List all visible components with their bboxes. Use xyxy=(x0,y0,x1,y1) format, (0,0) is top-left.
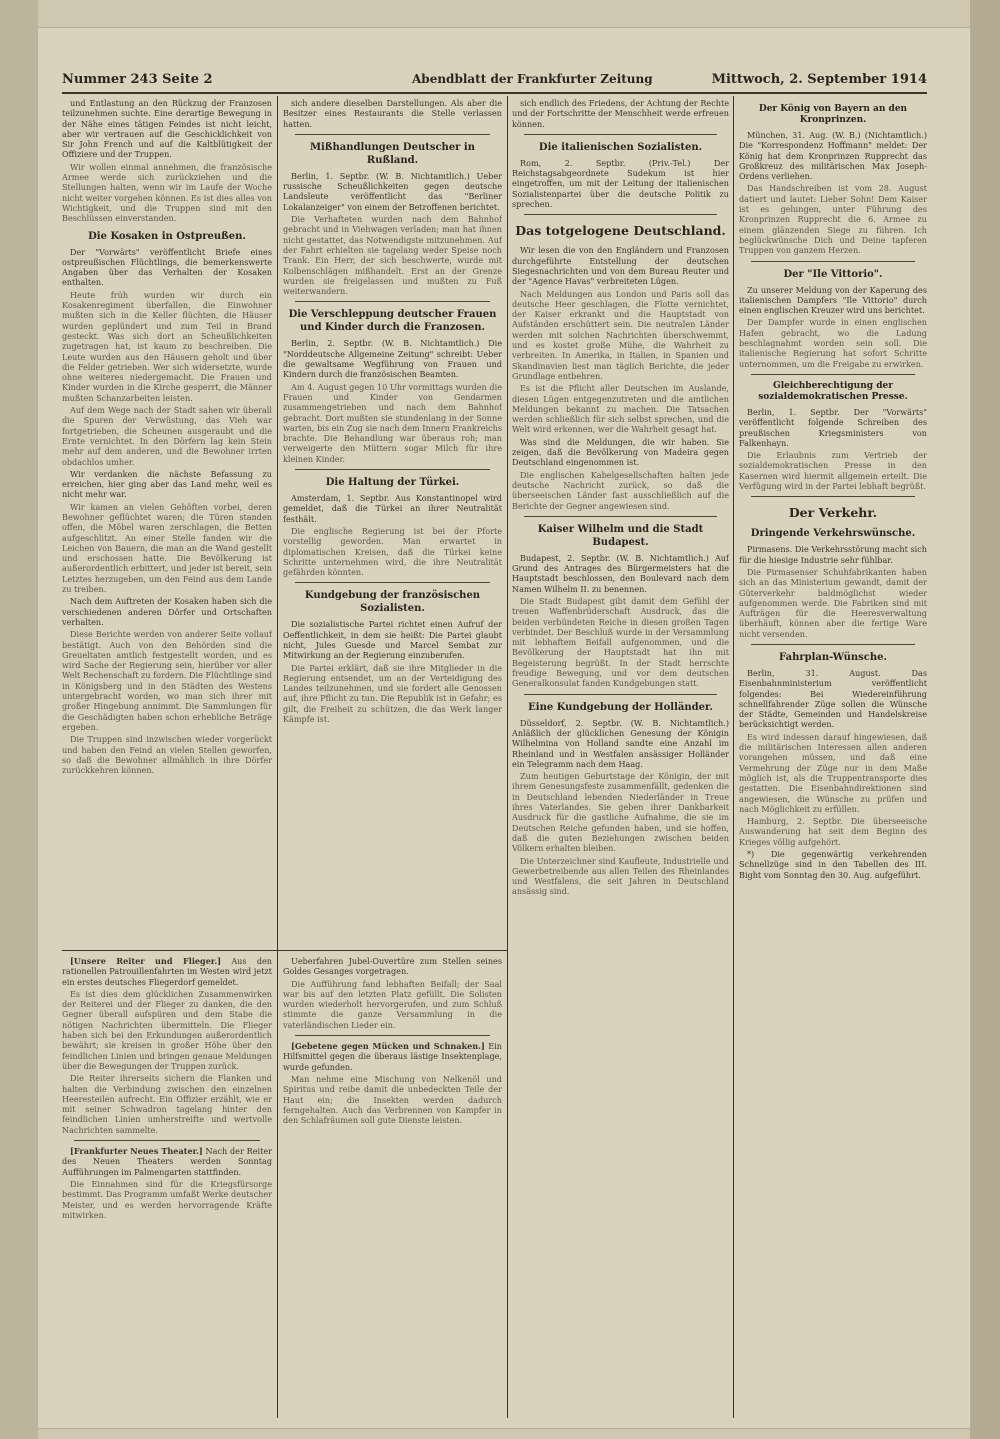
article-text: Düsseldorf, 2. Septbr. (W. B. Nichtamtlich.) Anläßlich der glücklichen Genesung der Königin Wilhelmina von Holland sandte eine Anzahl im Rheinland und in Westfalen ansässiger Holländer ein Telegramm nach dem Haag. xyxy=(512,717,729,769)
column-1: und Entlastung an den Rückzug der Franzosen teilzunehmen suchte. Eine derartige Bewegung in der Nähe eines tätigen Feindes ist nicht leicht, aber wir vertrauen auf die Geschicklichkeit von Sir John French und auf die Kaltblütigkeit der Offiziere und der Truppen. Wir wollen einmal annehmen, die französische Armee werde sich zurückziehen und die Stellungen halten, wenn wir im Laufe der Woche nicht weiter vorgehen können. Es ist dies alles von Wichtigkeit, und die Truppen sind mit den Beschlüssen einverstanden. Die Kosaken in Ostpreußen. Der "Vorwärts" veröffentlicht Briefe eines ostpreußischen Flüchtlings, die bemerkenswerte Angaben über das Verhalten der Kosaken enthalten. Heute früh wurden wir durch ein Kosakenregiment überfallen, die Einwohner mußten sich in die Keller flüchten, die Häuser wurden geplündert und zum Teil in Brand gesteckt. Was sich dort an Scheußlichkeiten zugetragen hat, ist kaum zu beschreiben. Die Leute wurden aus den Häusern geholt und über die Felder getrieben. Wer sich widersetzte, wurde ohne weiteres niedergemacht. Die Frauen und Kinder wurden in die Kirche gesperrt, die Männer mußten Schanzarbeiten leisten. Auf dem Wege nach der Stadt sahen wir überall die Spuren der Verwüstung, das Vieh war fortgetrieben, die Scheunen ausgeraubt und die Ernte vernichtet. In den Dörfern lag kein Stein mehr auf dem anderen, und die Bewohner irrten obdachlos umher. Wir verdanken die nächste Befassung zu erreichen, hier ging aber das Land mehr, weil es nicht mehr war. Wir kamen an vielen Gehöften vorbei, deren Bewohner geflüchtet waren; die Türen standen offen, die Möbel waren zerschlagen, die Betten aufgeschlitzt. An einer Stelle fanden wir die Leichen von Bauern, die man an die Wand gestellt und erschossen hatte. Die Bevölkerung ist außerordentlich erbittert, und jeder ist bereit, sein Letztes herzugeben, um den Feind aus dem Lande zu treiben. Nach dem Auftreten der Kosaken haben sich die verschiedenen anderen Dörfer und Ortschaften verhalten. Diese Berichte werden von anderer Seite vollauf bestätigt. Auch von den Behörden sind die Greueltaten amtlich festgestellt worden, und es wird Sache der Regierung sein, hierüber vor aller Welt Rechenschaft zu fordern. Die Flüchtlinge sind in Königsberg und in den Städten des Westens untergebracht worden, wo man sich ihrer mit großer Hingebung annimmt. Die Sammlungen für die Geschädigten haben schon erhebliche Beträge ergeben. Die Truppen sind inzwischen wieder vorgerückt und haben den Feind an vielen Stellen geworfen, so daß die Bewohner allmählich in ihre Dörfer zurückkehren können. xyxy=(62,98,272,776)
page-edge-left xyxy=(0,0,38,1439)
column-3: sich endlich des Friedens, der Achtung der Rechte und der Fortschritte der Menschheit werde erfreuen können. Die italienischen Sozialisten. Rom, 2. Septbr. (Priv.-Tel.) Der Reichstagsabgeordnete Sudekum ist hier eingetroffen, um mit der Leitung der italienischen Sozialistenpartei über die deutsche Politik zu sprechen. Das totgelogene Deutschland. Wir lesen die von den Engländern und Franzosen durchgeführte Entstellung der deutschen Siegesnachrichten und von dem Bureau Reuter und der "Agence Havas" verbreiteten Lügen. Nach Meldungen aus London und Paris soll das deutsche Heer geschlagen, die Flotte vernichtet, der Kaiser erkrankt und die Hauptstadt von Aufständen erschüttert sein. Die neutralen Länder werden mit solchen Nachrichten überschwemmt, und es kostet große Mühe, die Wahrheit zu verbreiten. In Amerika, in Italien, in Spanien und Skandinavien liest man täglich Berichte, die jeder Grundlage entbehren. Es ist die Pflicht aller Deutschen im Auslande, diesen Lügen entgegenzutreten und die amtlichen Meldungen bekannt zu machen. Die Tatsachen werden schließlich für sich selbst sprechen, und die Welt wird erkennen, wer die Wahrheit gesagt hat. Was sind die Meldungen, die wir haben. Sie zeigen, daß die Bevölkerung von Madeira gegen Deutschland eingenommen ist. Die englischen Kabelgesellschaften halten jede deutsche Nachricht zurück, so daß die überseeischen Länder fast ausschließlich auf die Berichte der Gegner angewiesen sind. Kaiser Wilhelm und die Stadt Budapest. Budapest, 2. Septbr. (W. B. Nichtamtlich.) Auf Grund des Antrages des Bürgermeisters hat die Hauptstadt beschlossen, den Boulevard nach dem Namen Wilhelm II. zu benennen. Die Stadt Budapest gibt damit dem Gefühl der treuen Waffenbrüderschaft Ausdruck, das die beiden verbündeten Reiche in diesen großen Tagen verbindet. Der Beschluß wurde in der Versammlung mit lebhaftem Beifall aufgenommen, und die Bevölkerung der Hauptstadt hat ihn mit Begeisterung begrüßt. In der Stadt herrschte freudige Bewegung, und vor dem deutschen Generalkonsulat fanden Kundgebungen statt. Eine Kundgebung der Holländer. Düsseldorf, 2. Septbr. (W. B. Nichtamtlich.) Anläßlich der glücklichen Genesung der Königin Wilhelmina von Holland sandte eine Anzahl im Rheinland und in Westfalen ansässiger Holländer ein Telegramm nach dem Haag. Zum heutigen Geburtstage der Königin, der mit ihrem Genesungsfeste zusammenfällt, gedenken die in Deutschland lebenden Niederländer in Treue ihres Vaterlandes. Sie geben ihrer Dankbarkeit Ausdruck für die gastliche Aufnahme, die sie im Deutschen Reiche gefunden haben, und sie hoffen, daß die guten Beziehungen zwischen beiden Völkern erhalten bleiben. Die Unterzeichner sind Kaufleute, Industrielle und Gewerbetreibende aus allen Teilen des Rheinlandes und Westfalens, die seit Jahren in Deutschland ansässig sind. xyxy=(512,98,729,897)
article-text: und Entlastung an den Rückzug der Franzosen teilzunehmen suchte. Eine derartige Bewegung in der Nähe eines tätigen Feindes ist nicht leicht, aber wir vertrauen auf die Geschicklichkeit von Sir John French und auf die Kaltblütigkeit der Offiziere und der Truppen. xyxy=(62,98,272,160)
article-text: München, 31. Aug. (W. B.) (Nichtamtlich.) Die "Korrespondenz Hoffmann" meldet: Der König hat dem Kronprinzen Rupprecht das Großkreuz des militärischen Max Joseph-Ordens verliehen. xyxy=(739,130,927,182)
article-heading: Eine Kundgebung der Holländer. xyxy=(528,701,713,713)
article-heading: Mißhandlungen Deutscher in Rußland. xyxy=(309,141,476,166)
article-separator xyxy=(74,1140,260,1141)
article-text: Zu unserer Meldung von der Kaperung des italienischen Dampfers "Ile Vittorio" durch einen englischen Kreuzer wird uns berichtet. xyxy=(739,284,927,316)
article-text: Was sind die Meldungen, die wir haben. Sie zeigen, daß die Bevölkerung von Madeira gegen Deutschland eingenommen ist. xyxy=(512,436,729,468)
article-text: sich andere dieselben Darstellungen. Als aber die Besitzer eines Restaurants die Stelle verlassen hatten. xyxy=(283,98,502,129)
article-separator xyxy=(524,134,717,135)
feuilleton-heading: [Unsere Reiter und Flieger.] xyxy=(70,956,222,966)
article-text: Wir verdanken die nächste Befassung zu erreichen, hier ging aber das Land mehr, weil es nicht mehr war. xyxy=(62,468,272,500)
article-heading: Kaiser Wilhelm und die Stadt Budapest. xyxy=(537,523,704,548)
feuilleton-text: Nach der Reiter des Neuen Theaters werden Sonntag Aufführungen im Palmengarten stattfinden. xyxy=(62,1146,272,1177)
article-heading: Kundgebung der französischen Sozialisten. xyxy=(304,590,481,615)
article-text: Wir lesen die von den Engländern und Franzosen durchgeführte Entstellung der deutschen Siegesnachrichten und von dem Bureau Reuter und der "Agence Havas" verbreiteten Lügen. xyxy=(512,245,729,287)
article-separator xyxy=(295,1035,490,1036)
article-heading: Gleichberechtigung der sozialdemokratischen Presse. xyxy=(758,380,908,402)
article-separator xyxy=(295,469,490,470)
article-text: Berlin, 1. Septbr. (W. B. Nichtamtlich.) Ueber russische Scheußlichkeiten gegen deutsche Landsleute veröffentlicht das "Berliner Lokalanzeiger" von einem der Betroffenen berichtet. xyxy=(283,170,502,212)
article-text: Nach dem Auftreten der Kosaken haben sich die verschiedenen anderen Dörfer und Ortschaften verhalten. xyxy=(62,596,272,627)
feuilleton-rule xyxy=(62,950,507,951)
masthead-rule xyxy=(62,92,927,94)
article-text: Berlin, 1. Septbr. Der "Vorwärts" veröffentlicht folgende Schreiben des preußischen Kriegsministers von Falkenhayn. xyxy=(739,406,927,448)
article-text: Budapest, 2. Septbr. (W. B. Nichtamtlich.) Auf Grund des Antrages des Bürgermeisters hat die Hauptstadt beschlossen, den Boulevard nach dem Namen Wilhelm II. zu benennen. xyxy=(512,552,729,594)
article-text: Berlin, 31. August. Das Eisenbahnministerium veröffentlicht folgendes: Bei Wiedereinführung schnellfahrender Züge sollen die Wünsche der Städte, Gemeinden und Handelskreise berücksichtigt werden. xyxy=(739,667,927,730)
article-text: sich endlich des Friedens, der Achtung der Rechte und der Fortschritte der Menschheit werde erfreuen können. xyxy=(512,98,729,129)
masthead xyxy=(62,72,927,92)
article-separator xyxy=(751,496,915,497)
article-text: Pirmasens. Die Verkehrsstörung macht sich für die hiesige Industrie sehr fühlbar. xyxy=(739,544,927,565)
article-heading: Dringende Verkehrswünsche. xyxy=(750,528,916,540)
feuilleton-text: Ueberfahren Jubel-Ouvertüre zum Stellen seines Goldes Gesanges vorgetragen. xyxy=(283,956,502,977)
article-separator xyxy=(751,374,915,375)
article-separator xyxy=(751,644,915,645)
feuilleton-heading: [Frankfurter Neues Theater.] xyxy=(70,1146,203,1157)
article-heading: Fahrplan-Wünsche. xyxy=(779,651,887,663)
article-separator xyxy=(524,694,717,695)
article-text: Amsterdam, 1. Septbr. Aus Konstantinopel wird gemeldet, daß die Türkei an ihrer Neutralität festhält. xyxy=(283,493,502,524)
article-heading: Der König von Bayern an den Kronprinzen. xyxy=(758,104,908,125)
column-rule-2 xyxy=(507,96,508,1418)
article-heading: Die Verschleppung deutscher Frauen und Kinder durch die Franzosen. xyxy=(288,309,497,334)
article-text: Rom, 2. Septbr. (Priv.-Tel.) Der Reichstagsabgeordnete Sudekum ist hier eingetroffen, um mit der Leitung der italienischen Sozialistenpartei über die deutsche Politik zu sprechen. xyxy=(512,157,729,210)
column-rule-1 xyxy=(277,96,278,1418)
feuilleton-text: Aus den rationellen Patrouillenfahrten im Westen wird jetzt ein erstes deutsches Fliegerdorf gemeldet. xyxy=(62,956,272,987)
issue-date: Mittwoch, 2. September 1914 xyxy=(711,72,927,87)
section-heading: Der Verkehr. xyxy=(788,505,878,521)
article-heading: Das totgelogene Deutschland. xyxy=(515,223,726,239)
article-text: Die sozialistische Partei richtet einen Aufruf der Oeffentlichkeit, in dem sie heißt: Die Partei glaubt nicht, Jules Guesde und Marcel Sembat zur Mitwirkung an der Regierung einzuberufen. xyxy=(283,619,502,661)
newspaper-title: Abendblatt der Frankfurter Zeitung xyxy=(412,72,653,86)
article-separator xyxy=(295,301,490,302)
feuilleton-column-1: [Unsere Reiter und Flieger.] Aus den rationellen Patrouillenfahrten im Westen wird jetzt ein erstes deutsches Fliegerdorf gemeldet. Es ist dies dem glücklichen Zusammenwirken der Reiterei und der Flieger zu danken, die den Gegner überall aufspüren und dem Stabe die nötigen Nachrichten übermitteln. Die Flieger haben sich bei den Erkundungen außerordentlich bewährt; sie kreisen in großer Höhe über den feindlichen Linien und bringen genaue Meldungen über die Bewegungen der Truppen zurück. Die Reiter ihrerseits sichern die Flanken und halten die Verbindung zwischen den einzelnen Heeresteilen aufrecht. Ein Offizier erzählt, wie er mit seiner Schwadron tagelang hinter den feindlichen Linien umherstreifte und wertvolle Nachrichten sammelte. [Frankfurter Neues Theater.] Nach der Reiter des Neuen Theaters werden Sonntag Aufführungen im Palmengarten stattfinden. Die Einnahmen sind für die Kriegsfürsorge bestimmt. Das Programm umfaßt Werke deutscher Meister, und es werden hervorragende Kräfte mitwirken. xyxy=(62,956,272,1220)
column-rule-3 xyxy=(733,96,734,1418)
article-separator xyxy=(751,261,915,262)
feuilleton-column-2: Ueberfahren Jubel-Ouvertüre zum Stellen seines Goldes Gesanges vorgetragen. Die Aufführung fand lebhaften Beifall; der Saal war bis auf den letzten Platz gefüllt. Die Solisten wurden wiederholt hervorgerufen, und zum Schluß stimmte die ganze Versammlung in die vaterländischen Lieder ein. [Gebetene gegen Mücken und Schnaken.] Ein Hilfsmittel gegen die überaus lästige Insektenplage, wurde gefunden. Man nehme eine Mischung von Nelkenöl und Spiritus und reibe damit die unbedeckten Teile der Haut ein; die Insekten werden dadurch ferngehalten. Auch das Verbrennen von Kampfer in den Schlafräumen soll gute Dienste leisten. xyxy=(283,956,502,1126)
article-text: Berlin, 2. Septbr. (W. B. Nichtamtlich.) Die "Norddeutsche Allgemeine Zeitung" schreibt: Ueber die gewaltsame Wegführung von Frauen und Kindern durch die französischen Beamten. xyxy=(283,338,502,380)
feuilleton-text: Ein Hilfsmittel gegen die überaus lästige Insektenplage, wurde gefunden. xyxy=(283,1041,502,1072)
page-number: Nummer 243 Seite 2 xyxy=(62,72,213,87)
footnote: *) Die gegenwärtig verkehrenden Schnellzüge sind in den Tabellen des III. Bight vom Sonntag den 30. Aug. aufgeführt. xyxy=(739,849,927,880)
page-edge-right xyxy=(970,0,1000,1439)
article-separator xyxy=(524,516,717,517)
article-text: Der "Vorwärts" veröffentlicht Briefe eines ostpreußischen Flüchtlings, die bemerkenswerte Angaben über das Verhalten der Kosaken enthalten. xyxy=(62,246,272,288)
column-4: Der König von Bayern an den Kronprinzen. München, 31. Aug. (W. B.) (Nichtamtlich.) Die "Korrespondenz Hoffmann" meldet: Der König hat dem Kronprinzen Rupprecht das Großkreuz des militärischen Max Joseph-Ordens verliehen. Das Handschreiben ist vom 28. August datiert und lautet: Lieber Sohn! Dem Kaiser ist es gelungen, unter Führung des Kronprinzen Rupprecht die 6. Armee zu einem glänzenden Siege zu führen. Ich beglückwünsche Dich und Deine tapferen Truppen von ganzem Herzen. Der "Ile Vittorio". Zu unserer Meldung von der Kaperung des italienischen Dampfers "Ile Vittorio" durch einen englischen Kreuzer wird uns berichtet. Der Dampfer wurde in einen englischen Hafen gebracht, wo die Ladung beschlagnahmt worden sein soll. Die italienische Regierung hat sofort Schritte unternommen, um die Freigabe zu erwirken. Gleichberechtigung der sozialdemokratischen Presse. Berlin, 1. Septbr. Der "Vorwärts" veröffentlicht folgende Schreiben des preußischen Kriegsministers von Falkenhayn. Die Erlaubnis zum Vertrieb der sozialdemokratischen Presse in den Kasernen wird hiermit allgemein erteilt. Die Verfügung wird in der Partei lebhaft begrüßt. Der Verkehr. Dringende Verkehrswünsche. Pirmasens. Die Verkehrsstörung macht sich für die hiesige Industrie sehr fühlbar. Die Pirmasenser Schuhfabrikanten haben sich an das Ministerium gewandt, damit der Güterverkehr baldmöglichst wieder aufgenommen werde. Die Fabriken sind mit Aufträgen für die Heeresverwaltung überhäuft, können aber die fertige Ware nicht versenden. Fahrplan-Wünsche. Berlin, 31. August. Das Eisenbahnministerium veröffentlicht folgendes: Bei Wiedereinführung schnellfahrender Züge sollen die Wünsche der Städte, Gemeinden und Handelskreise berücksichtigt werden. Es wird indessen darauf hingewiesen, daß die militärischen Interessen allen anderen vorangehen müssen, und daß eine Vermehrung der Züge nur in dem Maße möglich ist, als die Truppentransporte dies gestatten. Die Eisenbahndirektionen sind angewiesen, die Wünsche zu prüfen und nach Möglichkeit zu erfüllen. Hamburg, 2. Septbr. Die überseeische Auswanderung hat seit dem Beginn des Krieges völlig aufgehört. *) Die gegenwärtig verkehrenden Schnellzüge sind in den Tabellen des III. Bight vom Sonntag den 30. Aug. aufgeführt. xyxy=(739,104,927,880)
article-heading: Die Haltung der Türkei. xyxy=(325,477,460,489)
feuilleton-heading: [Gebetene gegen Mücken und Schnaken.] xyxy=(291,1041,485,1052)
article-separator xyxy=(524,214,717,215)
article-separator xyxy=(295,582,490,583)
article-heading: Die Kosaken in Ostpreußen. xyxy=(88,230,246,242)
article-heading: Der "Ile Vittorio". xyxy=(783,268,883,280)
article-heading: Die italienischen Sozialisten. xyxy=(538,141,703,153)
column-2: sich andere dieselben Darstellungen. Als aber die Besitzer eines Restaurants die Stelle verlassen hatten. Mißhandlungen Deutscher in Rußland. Berlin, 1. Septbr. (W. B. Nichtamtlich.) Ueber russische Scheußlichkeiten gegen deutsche Landsleute veröffentlicht das "Berliner Lokalanzeiger" von einem der Betroffenen berichtet. Die Verhafteten wurden nach dem Bahnhof gebracht und in Viehwagen verladen; man hat ihnen nicht gestattet, das Notwendigste mitzunehmen. Auf der Fahrt erhielten sie tagelang weder Speise noch Trank. Ein Herr, der sich beschwerte, wurde mit Kolbenschlägen mißhandelt. Erst an der Grenze wurden sie freigelassen und mußten zu Fuß weiterwandern. Die Verschleppung deutscher Frauen und Kinder durch die Franzosen. Berlin, 2. Septbr. (W. B. Nichtamtlich.) Die "Norddeutsche Allgemeine Zeitung" schreibt: Ueber die gewaltsame Wegführung von Frauen und Kindern durch die französischen Beamten. Am 4. August gegen 10 Uhr vormittags wurden die Frauen und Kinder von Gendarmen zusammengetrieben und nach dem Bahnhof gebracht. Dort mußten sie stundenlang in der Sonne warten, bis ein Zug sie nach dem Innern Frankreichs brachte. Die Behandlung war überaus roh; man verweigerte den Müttern sogar Milch für ihre kleinen Kinder. Die Haltung der Türkei. Amsterdam, 1. Septbr. Aus Konstantinopel wird gemeldet, daß die Türkei an ihrer Neutralität festhält. Die englische Regierung ist bei der Pforte vorstellig geworden. Man erwartet in diplomatischen Kreisen, daß die Türkei keine Schritte unternehmen wird, die ihre Neutralität gefährden könnten. Kundgebung der französischen Sozialisten. Die sozialistische Partei richtet einen Aufruf der Oeffentlichkeit, in dem sie heißt: Die Partei glaubt nicht, Jules Guesde und Marcel Sembat zur Mitwirkung an der Regierung einzuberufen. Die Partei erklärt, daß sie ihre Mitglieder in die Regierung entsendet, um an der Verteidigung des Landes teilzunehmen, und sie fordert alle Genossen auf, ihre Pflicht zu tun. Die Republik ist in Gefahr; es gilt, die Freiheit zu schützen, die das Werk langer Kämpfe ist. xyxy=(283,98,502,725)
article-separator xyxy=(295,134,490,135)
